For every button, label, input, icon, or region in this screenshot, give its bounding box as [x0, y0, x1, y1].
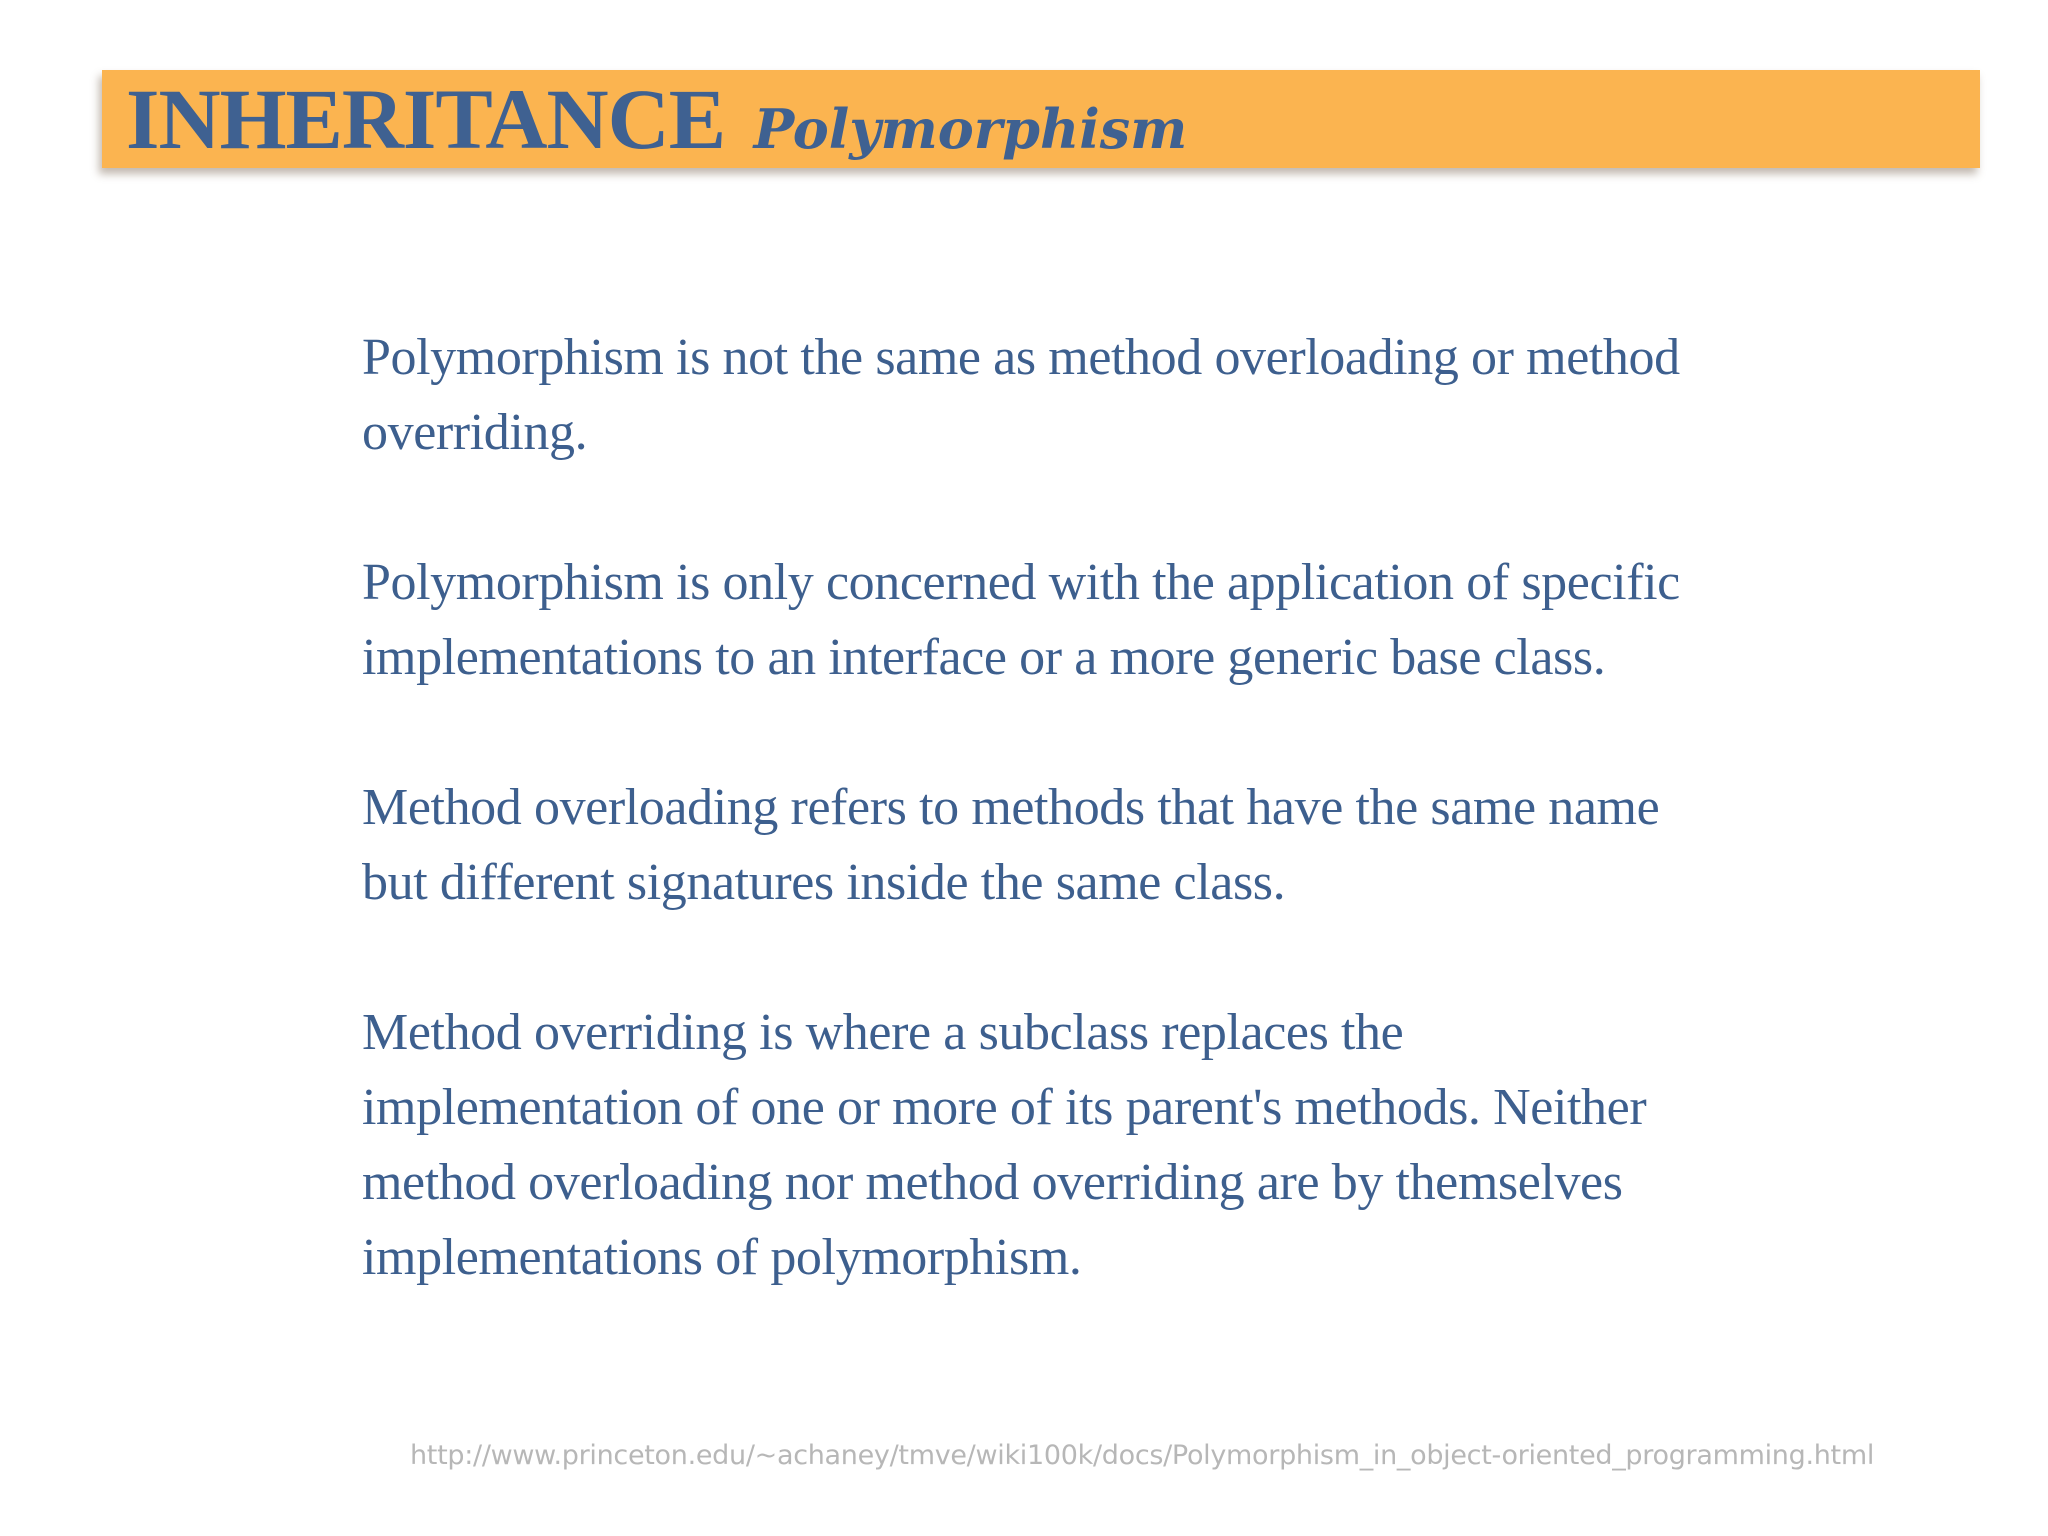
- title-text: INHERITANCE: [126, 71, 726, 167]
- slide-title: [126, 70, 1187, 178]
- title-subtitle: Polymorphism: [753, 97, 1188, 161]
- slide-body: [362, 320, 1722, 1295]
- paragraph-3: Method overloading refers to methods that have the same name but different signatures inside the same class.: [362, 779, 1660, 911]
- paragraph-4: Method overriding is where a subclass replaces the implementation of one or more of its parent's methods. Neither method overloading nor method overriding are by themselves implementations of polymorphism.: [362, 1004, 1647, 1286]
- paragraph-1: Polymorphism is not the same as method overloading or method overriding.: [362, 329, 1680, 461]
- paragraph-2: Polymorphism is only concerned with the application of specific implementations to an interface or a more generic base class.: [362, 554, 1680, 686]
- source-link[interactable]: http://www.princeton.edu/~achaney/tmve/wiki100k/docs/Polymorphism_in_object-oriented_programming.html: [410, 1440, 1875, 1471]
